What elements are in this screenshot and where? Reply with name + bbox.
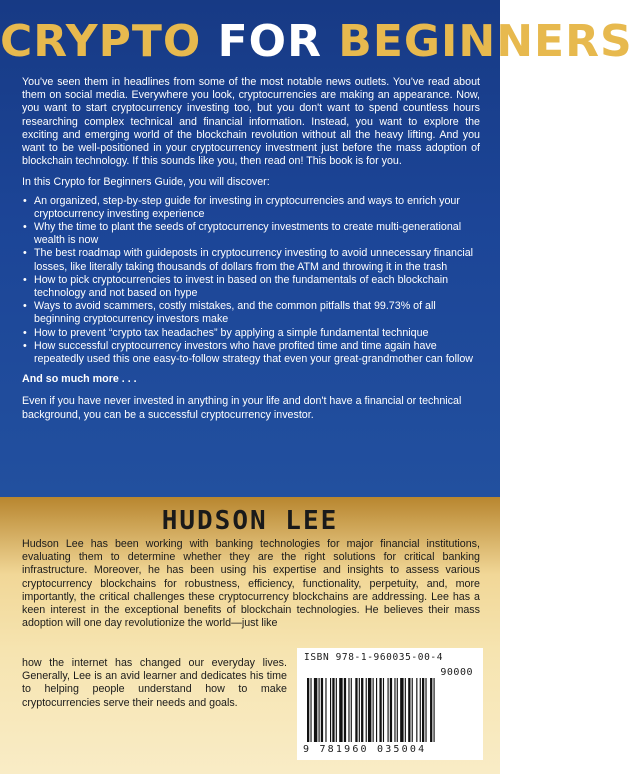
and-more-text: And so much more . . . <box>22 373 137 386</box>
barcode-bar <box>383 678 384 742</box>
barcode-bar <box>332 678 334 742</box>
barcode-bar <box>359 678 360 742</box>
barcode-bar <box>422 678 424 742</box>
barcode-bar <box>405 678 406 742</box>
barcode-bar <box>319 678 320 742</box>
title-for: FOR <box>217 16 322 67</box>
closing-paragraph: Even if you have never invested in anything in your life and don't have a financial or technical background, you can be a successful cryptocurrency investor. <box>22 395 462 421</box>
barcode-bar <box>339 678 342 742</box>
barcode-bar <box>416 678 417 742</box>
barcode-bars <box>305 678 475 744</box>
barcode-bar <box>376 678 377 742</box>
barcode-bar <box>430 678 432 742</box>
title-crypto: CRYPTO <box>0 16 202 67</box>
benefit-item: • An organized, step-by-step guide for investing in cryptocurrencies and ways to enrich your cryptocurrency investing experience <box>22 195 480 221</box>
barcode-bar <box>307 678 309 742</box>
barcode-bar <box>368 678 371 742</box>
author-bio-continued: how the internet has changed our everyday lives. Generally, Lee is an avid learner and dedicates his time to helping people understand how to make cryptocurrencies serve their needs and goals. <box>22 657 287 709</box>
title-beginners: BEGINNERS <box>338 16 633 67</box>
benefit-item: • Ways to avoid scammers, costly mistakes, and the common pitfalls that 99.73% of all beginning cryptocurrency investors make <box>22 300 480 326</box>
barcode-bar <box>330 678 331 742</box>
book-title <box>0 14 633 70</box>
barcode-bar <box>434 678 435 742</box>
barcode-bar <box>344 678 346 742</box>
barcode-bar <box>400 678 403 742</box>
barcode-bar <box>321 678 323 742</box>
book-description <box>22 76 480 422</box>
benefit-item: • How successful cryptocurrency investors who have profited time and time again have repeatedly used this one easy-to-follow strategy that even your great-grandmother can follow <box>22 340 480 366</box>
author-panel <box>0 497 500 774</box>
barcode-bar <box>314 678 317 742</box>
barcode-bar <box>373 678 374 742</box>
benefit-item: • Why the time to plant the seeds of cryptocurrency investments to create multi-generational wealth is now <box>22 221 480 247</box>
barcode-bar <box>425 678 426 742</box>
barcode-bar <box>351 678 352 742</box>
benefit-item: • How to prevent “crypto tax headaches” by applying a simple fundamental technique <box>22 327 480 340</box>
price-code: 90000 <box>440 667 473 678</box>
lead-sentence: In this Crypto for Beginners Guide, you will discover: <box>22 176 270 189</box>
barcode-bar <box>361 678 363 742</box>
ean-number: 9 781960 035004 <box>303 744 427 755</box>
barcode-bar <box>325 678 326 742</box>
barcode-bar <box>397 678 398 742</box>
barcode-bar <box>310 678 311 742</box>
benefit-list <box>22 195 480 367</box>
benefit-item: • How to pick cryptocurrencies to invest in based on the fundamentals of each blockchain technology and not based on hype <box>22 274 480 300</box>
benefit-item: • The best roadmap with guideposts in cryptocurrency investing to avoid unnecessary financial losses, like literally taking thousands of dollars from the ATM and throwing it in the trash <box>22 247 480 273</box>
barcode-bar <box>420 678 421 742</box>
barcode-bar <box>366 678 367 742</box>
barcode-bar <box>394 678 395 742</box>
barcode-bar <box>388 678 389 742</box>
barcode-bar <box>348 678 349 742</box>
barcode-bar <box>390 678 392 742</box>
isbn-barcode <box>297 648 483 760</box>
author-bio: Hudson Lee has been working with banking technologies for major financial institutions, evaluating them to determine whether they are the right solutions for critical banking infrastructure. Moreover, he has been using his expertise and insights to assess various cryptocurrency blockchains for robustness, efficiency, functionality, perpetuity, and, more importantly, the critical challenges these cryptocurrency blockchains are addressing. Lee has a keen interest in the exceptional benefits of blockchain technologies. He believes their mass adoption will one day revolutionize the world—just like <box>22 538 480 630</box>
intro-paragraph: You've seen them in headlines from some of the most notable news outlets. You've read about them on social media. Everywhere you look, cryptocurrencies are making an appearance. Now, you want to start cryptocurrency investing too, but you don't want to spend countless hours researching complex technical and financial information. Instead, you want to explore the exciting and emerging world of the blockchain revolution without all the heavy lifting. And you want to be well-positioned in your cryptocurrency investment just before the mass adoption of blockchain technology. If this sounds like you, then read on! This book is for you. <box>22 76 480 168</box>
barcode-bar <box>379 678 381 742</box>
isbn-number: ISBN 978-1-960035-00-4 <box>304 652 444 663</box>
barcode-bar <box>408 678 410 742</box>
barcode-bar <box>355 678 357 742</box>
barcode-bar <box>412 678 413 742</box>
author-name: HUDSON LEE <box>161 506 339 536</box>
barcode-bar <box>336 678 337 742</box>
